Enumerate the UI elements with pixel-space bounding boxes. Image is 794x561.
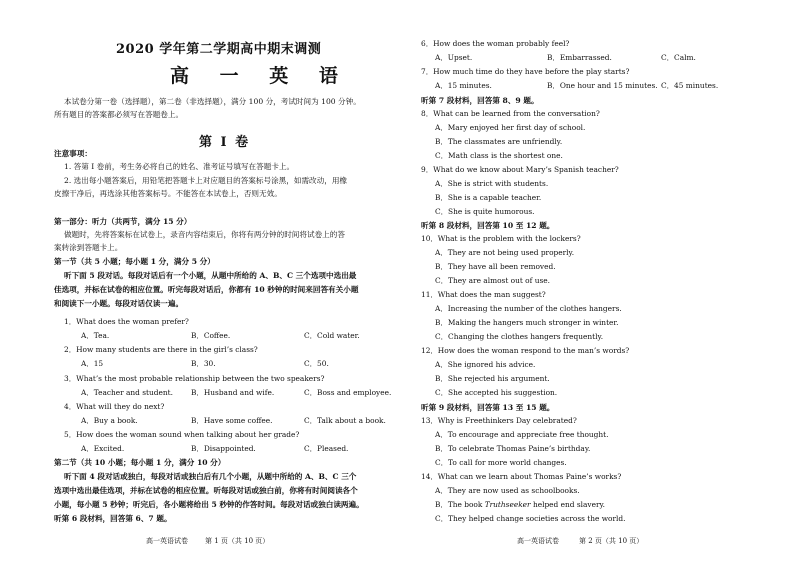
part1-desc-1: 做题时，先将答案标在试卷上，录音内容结束后，你将有两分钟的时间将试卷上的答: [64, 230, 345, 239]
question-line: 13．Why is Freethinkers Day celebrated?: [421, 415, 577, 425]
option-c: C．Calm.: [661, 52, 696, 62]
section2-desc-4: 听第 6 段材料，回答第 6、7 题。: [54, 514, 172, 523]
section2-desc-3: 小题，每小题 5 秒钟；听完后，各小题将给出 5 秒钟的作答时间。每段对话或独白读两遍。: [54, 500, 364, 509]
q4-option-a: A．Buy a book.: [81, 416, 138, 425]
question-line: 7．How much time do they have before the play starts?: [421, 66, 630, 76]
option-line: A．She ignored his advice.: [435, 360, 536, 370]
footer-page-right: 第 2 页（共 10 页）: [579, 537, 644, 545]
question-line: 8．What can be learned from the conversation?: [421, 108, 600, 118]
option-line: C．They are almost out of use.: [435, 276, 550, 286]
option-c: C．45 minutes.: [661, 80, 719, 90]
q4-option-c: C．Talk about a book.: [304, 416, 386, 425]
volume-heading: 第 I 卷: [199, 135, 251, 150]
option-line: C．To call for more world changes.: [435, 457, 567, 467]
q2-option-a: A．15: [81, 359, 104, 368]
section1-desc-2: 佳选项，并标在试卷的相应位置。听完每段对话后，你都有 10 秒钟的时间来回答有关小题: [54, 285, 359, 294]
option-line: C．They helped change societies across the world.: [435, 513, 626, 523]
option-line: C．Math class is the shortest one.: [435, 150, 563, 160]
book-title: Truthseeker: [484, 499, 531, 509]
exam-subject: 高 一 英 语: [170, 65, 350, 87]
part1-desc-2: 案转涂到答题卡上。: [54, 243, 123, 252]
option-line: B．She is a capable teacher.: [435, 192, 542, 202]
option-line: B．She rejected his argument.: [435, 374, 550, 384]
option-line: C．Changing the clothes hangers frequently.: [435, 332, 604, 342]
question-line: 14．What can we learn about Thomas Paine’s works?: [421, 471, 622, 481]
intro-line-1: 本试卷分第一卷（选择题），第二卷（非选择题），满分 100 分，考试时间为 100 分钟。: [64, 97, 361, 106]
question-line: 11．What does the man suggest?: [421, 290, 546, 300]
option-line: A．To encourage and appreciate free thought.: [435, 429, 609, 439]
option-line: B．Making the hangers much stronger in winter.: [435, 318, 619, 328]
material-heading: 听第 9 段材料，回答第 13 至 15 题。: [421, 402, 555, 412]
section2-heading: 第二节（共 10 小题；每小题 1 分，满分 10 分）: [54, 458, 226, 467]
option-line: C．She is quite humorous.: [435, 206, 535, 216]
section1-heading: 第一节（共 5 小题；每小题 1 分，满分 5 分）: [54, 257, 215, 266]
q3-option-c: C．Boss and employee.: [304, 388, 392, 397]
notice-line-1: 1. 答第 I 卷前，考生务必将自己的姓名、准考证号填写在答题卡上。: [64, 162, 295, 171]
option-line: B．To celebrate Thomas Paine’s birthday.: [435, 443, 591, 453]
footer-page-left: 第 1 页（共 10 页）: [205, 537, 270, 545]
option-line: A．They are not being used properly.: [435, 248, 575, 258]
exam-title: 2020 学年第二学期高中期末调测: [116, 42, 322, 57]
material-heading: 听第 8 段材料，回答第 10 至 12 题。: [421, 221, 555, 231]
option-line: A．Mary enjoyed her first day of school.: [435, 122, 586, 132]
q2-option-c: C．50.: [304, 359, 329, 368]
option-a: A．15 minutes.: [435, 80, 492, 90]
question-line: 6．How does the woman probably feel?: [421, 39, 570, 48]
q3-option-b: B．Husband and wife.: [191, 388, 275, 397]
option-line: A．She is strict with students.: [435, 178, 549, 188]
section1-desc-1: 听下面 5 段对话。每段对话后有一个小题，从题中所给的 A、B、C 三个选项中选出最: [64, 271, 357, 280]
footer-subject-right: 高一英语试卷: [517, 537, 559, 545]
intro-line-2: 所有题目的答案都必须写在答题卷上。: [54, 110, 184, 119]
q1-option-b: B．Coffee.: [191, 331, 231, 340]
option-a: A．Upset.: [435, 52, 473, 62]
question-4: 4．What will they do next?: [64, 402, 165, 411]
question-line: 12．How does the woman respond to the man’s words?: [421, 346, 630, 356]
q3-option-a: A．Teacher and student.: [81, 388, 173, 397]
q1-option-a: A．Tea.: [81, 331, 110, 340]
section2-desc-1: 听下面 4 段对话或独白，每段对话或独白后有几个小题，从题中所给的 A、B、C 三个: [64, 472, 357, 481]
option-line: A．They are now used as schoolbooks.: [435, 485, 580, 495]
q5-option-b: B．Disappointed.: [191, 444, 256, 453]
option-b: B．One hour and 15 minutes.: [547, 80, 658, 90]
option-b: B．Embarrassed.: [547, 52, 612, 62]
option-text: helped end slavery.: [530, 499, 606, 509]
section1-desc-3: 和阅读下一小题。每段对话仅读一遍。: [54, 299, 184, 308]
notice-line-3: 皮擦干净后，再选涂其他答案标号。不能答在本试卷上，否则无效。: [54, 189, 282, 198]
q2-option-b: B．30.: [191, 359, 216, 368]
option-line: [435, 499, 605, 510]
question-line: 9．What do we know about Mary’s Spanish teacher?: [421, 164, 619, 174]
material-heading: 听第 7 段材料，回答第 8、9 题。: [421, 95, 539, 105]
section2-desc-2: 选项中选出最佳选项，并标在试卷的相应位置。听每段对话或独白前，你将有时间阅读各个: [54, 486, 358, 495]
option-line: B．They have all been removed.: [435, 262, 556, 272]
option-line: B．The classmates are unfriendly.: [435, 136, 563, 146]
q1-option-c: C．Cold water.: [304, 331, 360, 340]
option-line: A．Increasing the number of the clothes hangers.: [435, 304, 622, 314]
notice-title: 注意事项：: [54, 149, 92, 158]
q5-option-c: C．Pleased.: [304, 444, 349, 453]
question-1: 1．What does the woman prefer?: [64, 317, 189, 326]
part1-heading: 第一部分：听力（共两节，满分 15 分）: [54, 217, 192, 226]
question-line: 10．What is the problem with the lockers?: [421, 234, 581, 244]
q4-option-b: B．Have some coffee.: [191, 416, 273, 425]
notice-line-2: 2. 选出每小题答案后，用铅笔把答题卡上对应题目的答案标号涂黑，如需改动，用橡: [64, 176, 348, 185]
option-text: B．The book: [435, 499, 485, 509]
question-3: 3．What’s the most probable relationship between the two speakers?: [64, 374, 325, 383]
option-line: C．She accepted his suggestion.: [435, 388, 558, 397]
footer-subject-left: 高一英语试卷: [146, 537, 188, 545]
q5-option-a: A．Excited.: [81, 444, 125, 453]
question-5: 5．How does the woman sound when talking about her grade?: [64, 430, 300, 439]
question-2: 2．How many students are there in the girl’s class?: [64, 345, 258, 354]
